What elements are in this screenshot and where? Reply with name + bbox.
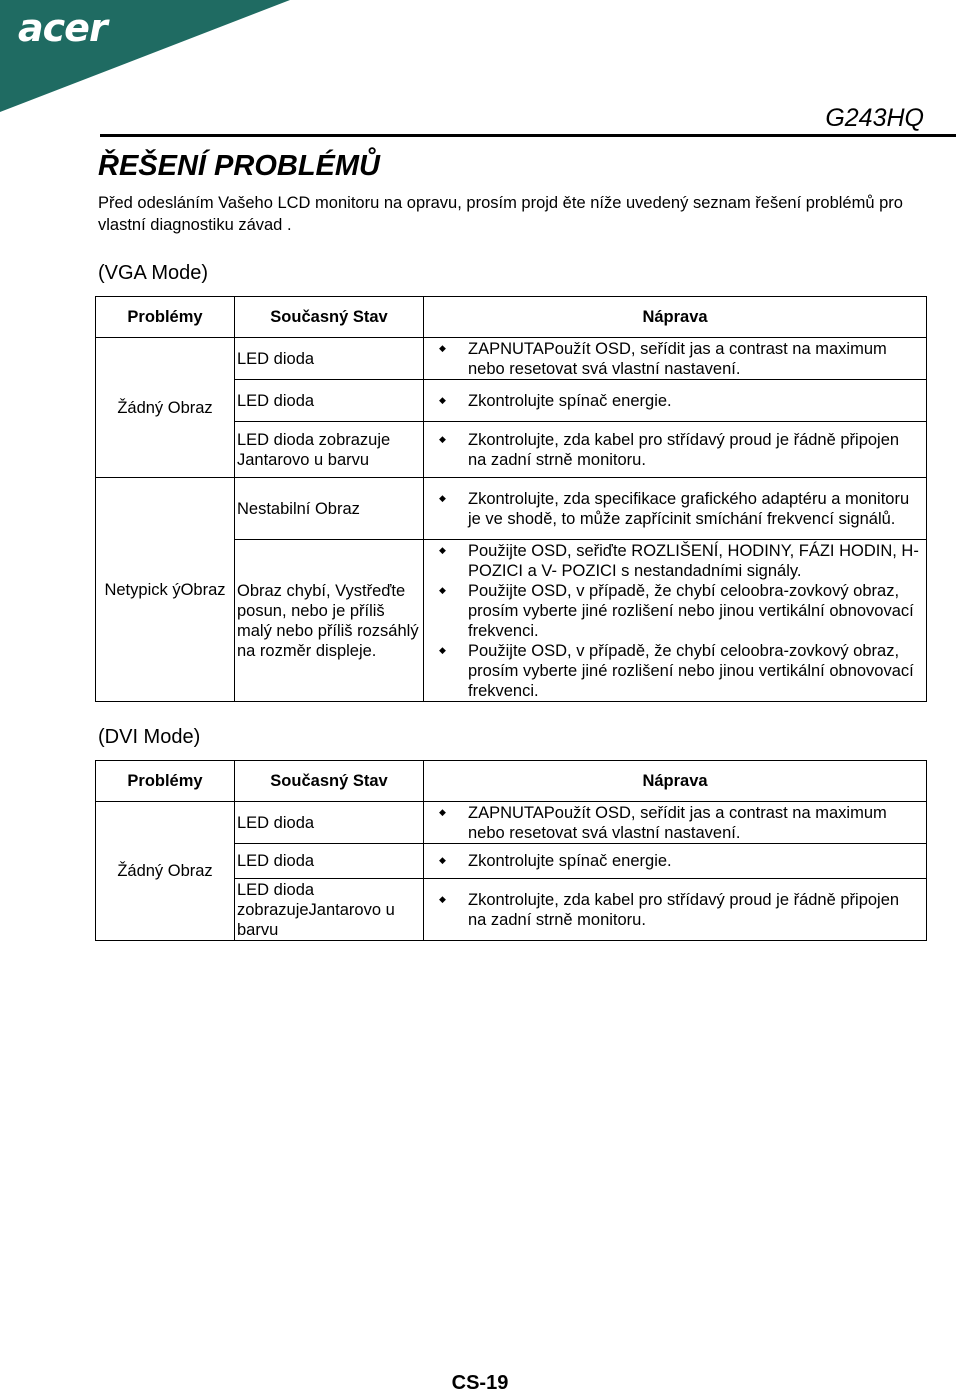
model-name: G243HQ <box>825 104 924 132</box>
remedy-item: ◆ Použijte OSD, seřiďte ROZLIŠENÍ, HODINY, FÁZI HODIN, H-POZICI a V- POZICI s nestandadními signály. <box>426 541 924 581</box>
remedy-item: ◆ Zkontrolujte, zda kabel pro střídavý proud je řádně připojen na zadní strně monitoru. <box>426 430 924 470</box>
vga-troubleshooting-table <box>95 296 927 702</box>
state-cell: LED dioda <box>235 338 424 380</box>
header-remedy: Náprava <box>424 297 927 338</box>
dvi-mode-heading: (DVI Mode) <box>98 726 201 748</box>
header-state: Současný Stav <box>235 297 424 338</box>
remedy-cell <box>424 478 927 540</box>
table-row <box>96 478 927 540</box>
problem-abnormal-image: Netypick ýObraz <box>96 478 235 702</box>
table-row <box>96 802 927 844</box>
remedy-cell <box>424 540 927 702</box>
intro-text: Před odesláním Vašeho LCD monitoru na opravu, prosím projd ěte níže uvedený seznam řešení problémů pro vlastní diagnostiku závad . <box>98 194 903 234</box>
remedy-item: ◆ ZAPNUTAPoužít OSD, seřídit jas a contrast na maximum nebo resetovat svá vlastní nastavení. <box>426 339 924 379</box>
dvi-troubleshooting-table <box>95 760 927 941</box>
table-header-row <box>96 297 927 338</box>
remedy-item: ◆ ZAPNUTAPoužít OSD, seřídit jas a contrast na maximum nebo resetovat svá vlastní nastavení. <box>426 803 924 843</box>
remedy-item: ◆ Zkontrolujte spínač energie. <box>426 851 924 871</box>
remedy-item: ◆ Zkontrolujte spínač energie. <box>426 391 924 411</box>
problem-no-image: Žádný Obraz <box>96 802 235 941</box>
remedy-cell <box>424 844 927 879</box>
table-row <box>96 338 927 380</box>
state-cell: LED dioda <box>235 802 424 844</box>
acer-logo: acer <box>18 6 107 50</box>
state-cell: LED dioda zobrazujeJantarovo u barvu <box>235 879 424 941</box>
state-cell: LED dioda zobrazuje Jantarovo u barvu <box>235 422 424 478</box>
header-problems: Problémy <box>96 297 235 338</box>
remedy-item: ◆ Použijte OSD, v případě, že chybí celoobra-zovkový obraz, prosím vyberte jiné rozlišení nebo jinou vertikální obnovovací frekvenci. <box>426 641 924 701</box>
state-cell: Obraz chybí, Vystřeďte posun, nebo je příliš malý nebo příliš rozsáhlý na rozměr displeje. <box>235 540 424 702</box>
remedy-item: ◆ Zkontrolujte, zda kabel pro střídavý proud je řádně připojen na zadní strně monitoru. <box>426 890 924 930</box>
header-state: Současný Stav <box>235 761 424 802</box>
remedy-cell <box>424 802 927 844</box>
page-title: ŘEŠENÍ PROBLÉMŮ <box>98 150 380 182</box>
state-cell: LED dioda <box>235 844 424 879</box>
remedy-cell <box>424 338 927 380</box>
remedy-cell <box>424 380 927 422</box>
vga-mode-heading: (VGA Mode) <box>98 262 209 284</box>
remedy-cell <box>424 422 927 478</box>
state-cell: LED dioda <box>235 380 424 422</box>
remedy-item: ◆ Použijte OSD, v případě, že chybí celoobra-zovkový obraz, prosím vyberte jiné rozlišení nebo jinou vertikální obnovovací frekvenci. <box>426 581 924 641</box>
table-header-row <box>96 761 927 802</box>
header-problems: Problémy <box>96 761 235 802</box>
state-cell: Nestabilní Obraz <box>235 478 424 540</box>
problem-no-image: Žádný Obraz <box>96 338 235 478</box>
page-number: CS-19 <box>451 1372 509 1394</box>
remedy-item: ◆ Zkontrolujte, zda specifikace grafického adaptéru a monitoru je ve shodě, to může zapřícinit smíchání frekvencí signálů. <box>426 489 924 529</box>
header-remedy: Náprava <box>424 761 927 802</box>
header-rule <box>100 134 956 137</box>
remedy-cell <box>424 879 927 941</box>
